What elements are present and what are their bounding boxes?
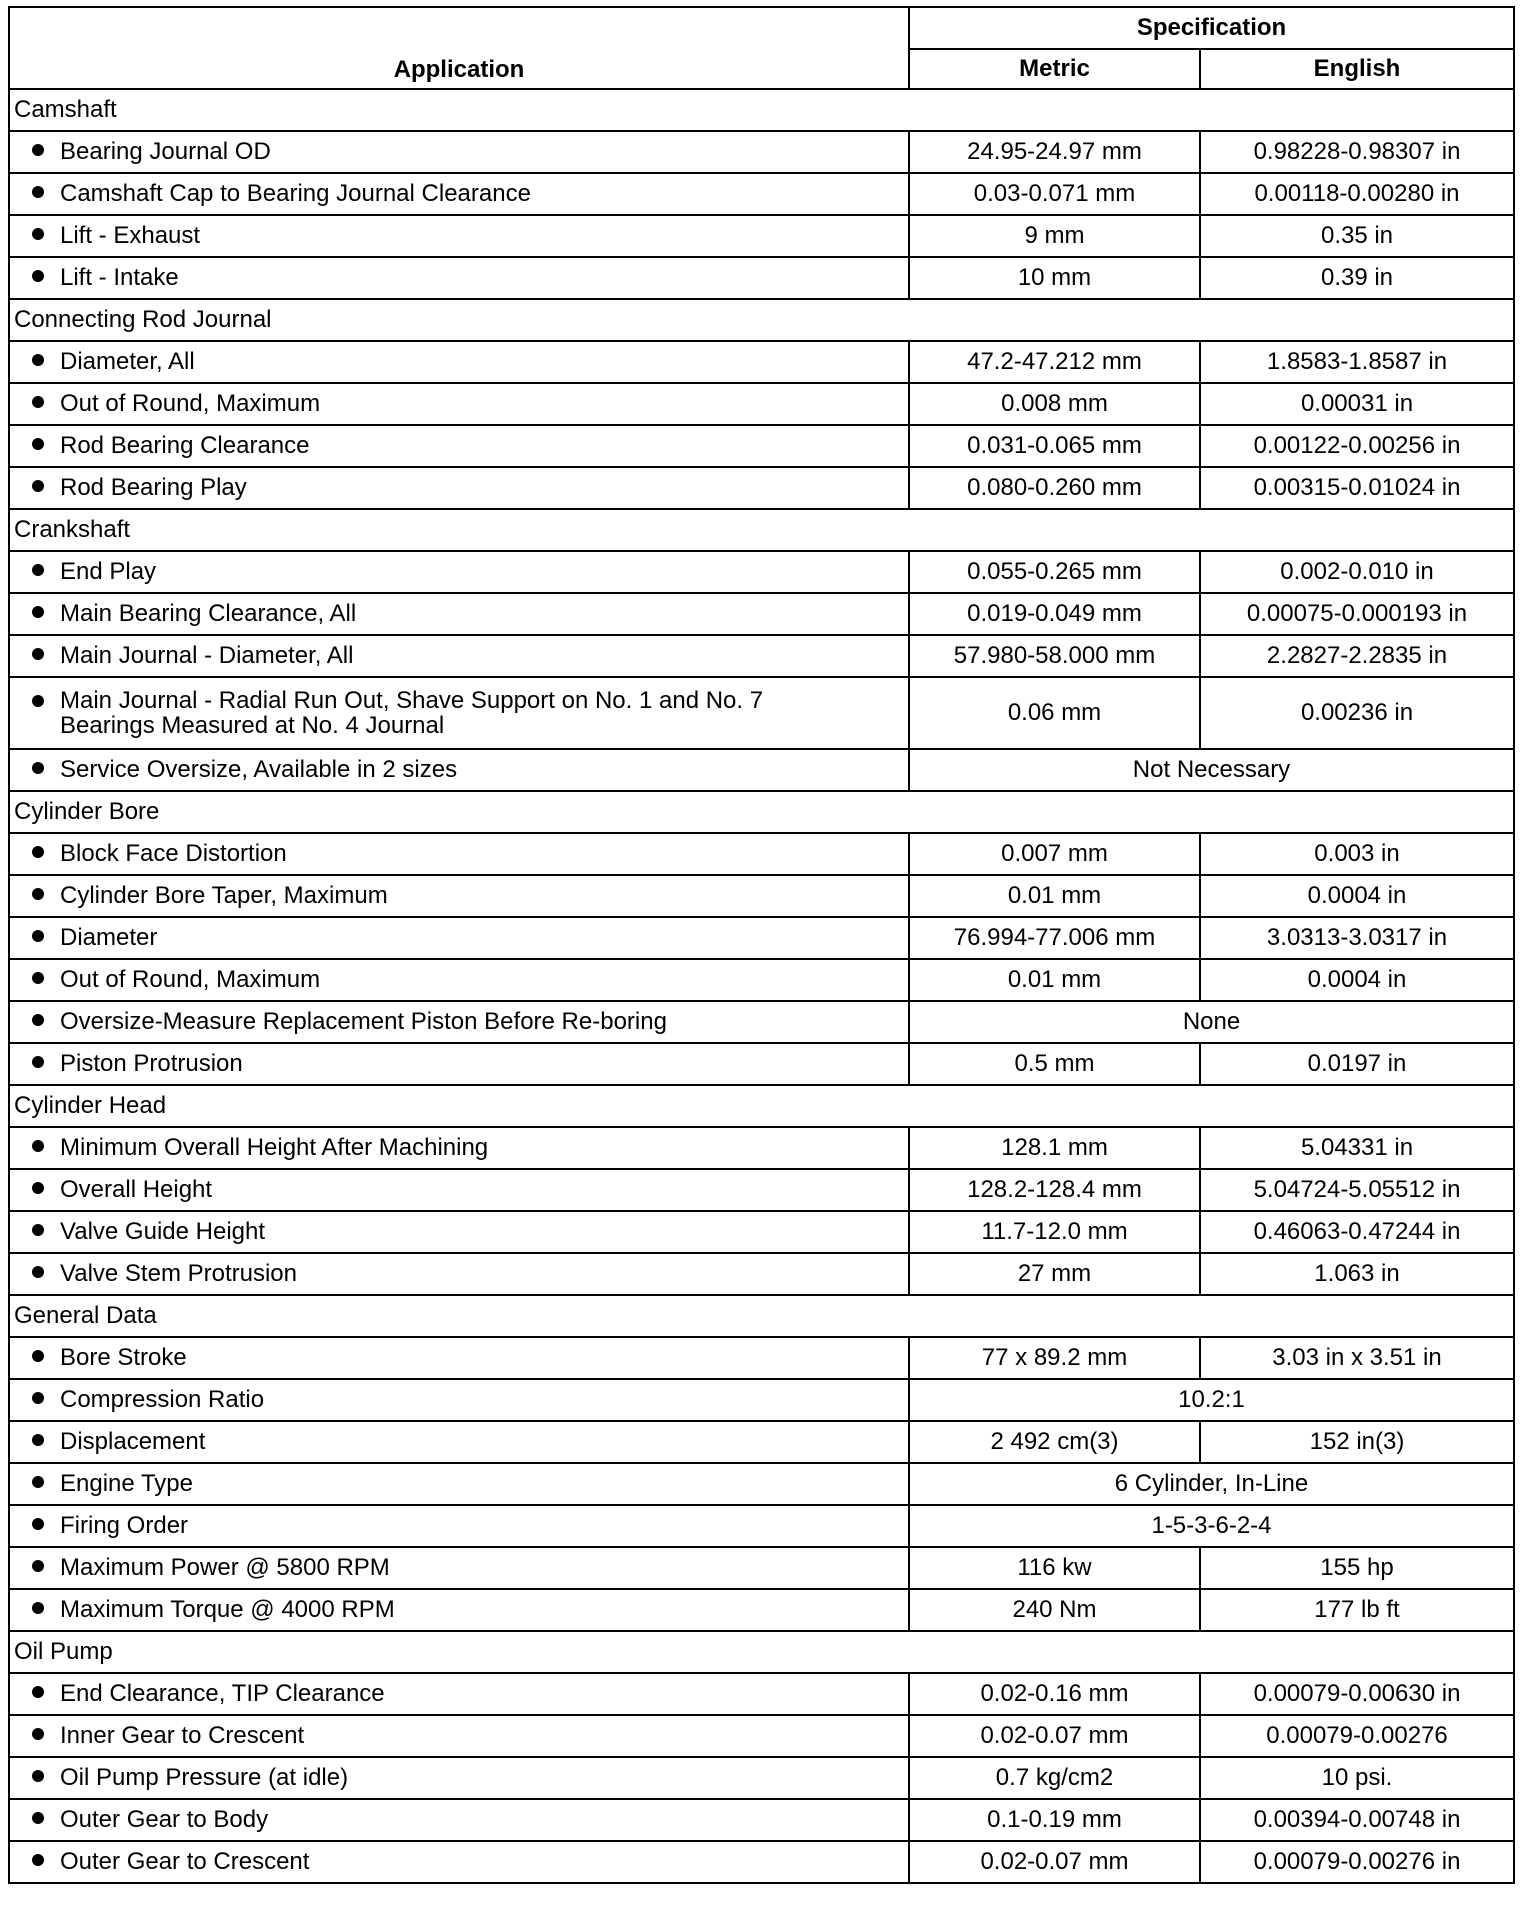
english-value: 177 lb ft (1200, 1589, 1514, 1631)
table-row (9, 749, 1514, 791)
metric-value: 2 492 cm(3) (909, 1421, 1200, 1463)
table-row (9, 1211, 1514, 1253)
application-cell (9, 1799, 909, 1841)
application-label: Diameter, All (60, 348, 195, 376)
application-label-wrap (32, 139, 908, 164)
application-label-wrap (32, 1261, 908, 1286)
application-label-wrap (32, 391, 908, 416)
application-cell (9, 467, 909, 509)
application-text (60, 1555, 390, 1580)
application-cell (9, 1673, 909, 1715)
application-label-wrap (32, 643, 908, 668)
metric-value: 0.055-0.265 mm (909, 551, 1200, 593)
english-value: 0.00236 in (1200, 677, 1514, 749)
application-text (60, 841, 287, 866)
application-text (60, 1219, 265, 1244)
application-cell (9, 383, 909, 425)
bullet-icon (32, 228, 44, 240)
table-row (9, 677, 1514, 749)
application-label-continued: Bearings Measured at No. 4 Journal (60, 712, 445, 739)
english-value: 0.46063-0.47244 in (1200, 1211, 1514, 1253)
application-text (60, 883, 388, 908)
application-label: Rod Bearing Play (60, 474, 247, 502)
application-text (60, 433, 309, 458)
bullet-icon (32, 1686, 44, 1698)
application-cell (9, 131, 909, 173)
english-value: 0.00079-0.00630 in (1200, 1673, 1514, 1715)
english-value: 10 psi. (1200, 1757, 1514, 1799)
section-title: Camshaft (9, 89, 1514, 131)
application-label: Lift - Intake (60, 264, 179, 292)
metric-value: 0.06 mm (909, 677, 1200, 749)
bullet-icon (32, 972, 44, 984)
table-row (9, 341, 1514, 383)
english-value: 3.03 in x 3.51 in (1200, 1337, 1514, 1379)
english-value: 0.00118-0.00280 in (1200, 173, 1514, 215)
english-value: 0.003 in (1200, 833, 1514, 875)
application-text (60, 688, 763, 738)
application-label-wrap (32, 1849, 908, 1874)
application-label: Overall Height (60, 1176, 213, 1204)
application-cell (9, 1379, 909, 1421)
bullet-icon (32, 438, 44, 450)
application-label-wrap (32, 181, 908, 206)
application-text (60, 1849, 309, 1874)
application-label: Service Oversize, Available in 2 sizes (60, 756, 458, 784)
table-row (9, 593, 1514, 635)
application-header: Application (9, 7, 909, 89)
application-label-wrap (32, 1597, 908, 1622)
metric-value: 76.994-77.006 mm (909, 917, 1200, 959)
application-text (60, 1513, 188, 1538)
bullet-icon (32, 648, 44, 660)
specification-header: Specification (909, 7, 1514, 49)
application-label-wrap (32, 1723, 908, 1748)
application-label-wrap (32, 925, 908, 950)
table-row (9, 833, 1514, 875)
application-label-wrap (32, 1135, 908, 1160)
application-label: Main Bearing Clearance, All (60, 600, 357, 628)
english-value: 0.0004 in (1200, 875, 1514, 917)
metric-value: 77 x 89.2 mm (909, 1337, 1200, 1379)
english-value: 3.0313-3.0317 in (1200, 917, 1514, 959)
table-row (9, 1715, 1514, 1757)
table-row (9, 1463, 1514, 1505)
table-row (9, 1043, 1514, 1085)
metric-header: Metric (909, 49, 1200, 89)
application-cell (9, 1463, 909, 1505)
table-row (9, 1421, 1514, 1463)
english-value: 0.00315-0.01024 in (1200, 467, 1514, 509)
application-label-wrap (32, 601, 908, 626)
application-cell (9, 1043, 909, 1085)
table-row (9, 1589, 1514, 1631)
application-label: Compression Ratio (60, 1386, 265, 1414)
table-row (9, 875, 1514, 917)
bullet-icon (32, 186, 44, 198)
application-cell (9, 1505, 909, 1547)
bullet-icon (32, 1392, 44, 1404)
metric-value: 9 mm (909, 215, 1200, 257)
application-label-wrap (32, 475, 908, 500)
combined-spec-cell: None (909, 1001, 1514, 1043)
table-row (9, 959, 1514, 1001)
application-label: Engine Type (60, 1470, 193, 1498)
table-row (9, 425, 1514, 467)
application-cell (9, 1715, 909, 1757)
table-row (9, 1001, 1514, 1043)
english-value: 5.04331 in (1200, 1127, 1514, 1169)
application-text (60, 349, 195, 374)
metric-value: 0.02-0.07 mm (909, 1841, 1200, 1883)
application-label: Firing Order (60, 1512, 189, 1540)
application-label-wrap (32, 1555, 908, 1580)
application-text (60, 1597, 395, 1622)
metric-value: 0.5 mm (909, 1043, 1200, 1085)
application-label-wrap (32, 841, 908, 866)
metric-value: 240 Nm (909, 1589, 1200, 1631)
application-cell (9, 257, 909, 299)
application-label: Main Journal - Diameter, All (60, 642, 354, 670)
table-row (9, 1127, 1514, 1169)
metric-value: 11.7-12.0 mm (909, 1211, 1200, 1253)
english-value: 0.0197 in (1200, 1043, 1514, 1085)
metric-value: 57.980-58.000 mm (909, 635, 1200, 677)
application-text (60, 559, 156, 584)
bullet-icon (32, 1770, 44, 1782)
bullet-icon (32, 564, 44, 576)
application-cell (9, 1589, 909, 1631)
application-label-wrap (32, 1765, 908, 1790)
application-label-wrap (32, 1177, 908, 1202)
application-label: Displacement (60, 1428, 206, 1456)
application-cell (9, 749, 909, 791)
application-text (60, 1387, 264, 1412)
application-text (60, 1471, 193, 1496)
application-text (60, 757, 457, 782)
application-label: Rod Bearing Clearance (60, 432, 310, 460)
table-row (9, 1337, 1514, 1379)
metric-value: 10 mm (909, 257, 1200, 299)
table-row (9, 551, 1514, 593)
metric-value: 128.1 mm (909, 1127, 1200, 1169)
application-label-wrap (32, 265, 908, 290)
application-cell (9, 551, 909, 593)
metric-value: 0.031-0.065 mm (909, 425, 1200, 467)
metric-value: 0.02-0.07 mm (909, 1715, 1200, 1757)
section-title: Connecting Rod Journal (9, 299, 1514, 341)
bullet-icon (32, 1476, 44, 1488)
metric-value: 0.1-0.19 mm (909, 1799, 1200, 1841)
application-label: Outer Gear to Body (60, 1806, 269, 1834)
application-label-wrap (32, 1387, 908, 1412)
application-label-wrap (32, 883, 908, 908)
combined-spec-cell: Not Necessary (909, 749, 1514, 791)
application-label: Valve Guide Height (60, 1218, 266, 1246)
bullet-icon (32, 1434, 44, 1446)
application-label-wrap (32, 223, 908, 248)
section-row (9, 791, 1514, 833)
english-value: 0.00031 in (1200, 383, 1514, 425)
section-title: General Data (9, 1295, 1514, 1337)
application-label-wrap (32, 1219, 908, 1244)
table-row (9, 257, 1514, 299)
bullet-icon (32, 1140, 44, 1152)
section-row (9, 1085, 1514, 1127)
english-value: 152 in(3) (1200, 1421, 1514, 1463)
application-label-wrap (32, 1681, 908, 1706)
application-cell (9, 1253, 909, 1295)
section-row (9, 1295, 1514, 1337)
bullet-icon (32, 1560, 44, 1572)
application-label: Camshaft Cap to Bearing Journal Clearance (60, 180, 531, 208)
specification-table (8, 6, 1515, 1884)
application-label-wrap (32, 757, 908, 782)
metric-value: 0.02-0.16 mm (909, 1673, 1200, 1715)
metric-value: 0.019-0.049 mm (909, 593, 1200, 635)
application-label: End Play (60, 558, 157, 586)
english-value: 1.8583-1.8587 in (1200, 341, 1514, 383)
specification-body (9, 89, 1514, 1883)
bullet-icon (32, 606, 44, 618)
application-label: Outer Gear to Crescent (60, 1848, 310, 1876)
bullet-icon (32, 930, 44, 942)
application-label: Valve Stem Protrusion (60, 1260, 297, 1288)
table-row (9, 215, 1514, 257)
english-value: 0.002-0.010 in (1200, 551, 1514, 593)
combined-spec-cell: 6 Cylinder, In-Line (909, 1463, 1514, 1505)
metric-value: 116 kw (909, 1547, 1200, 1589)
application-label-wrap (32, 1513, 908, 1538)
application-label-wrap (32, 1345, 908, 1370)
english-header: English (1200, 49, 1514, 89)
metric-value: 24.95-24.97 mm (909, 131, 1200, 173)
bullet-icon (32, 144, 44, 156)
bullet-icon (32, 270, 44, 282)
table-row (9, 1673, 1514, 1715)
application-cell (9, 1337, 909, 1379)
english-value: 0.98228-0.98307 in (1200, 131, 1514, 173)
application-text (60, 181, 531, 206)
application-cell (9, 1169, 909, 1211)
application-cell (9, 341, 909, 383)
bullet-icon (32, 695, 44, 707)
english-value: 0.00075-0.000193 in (1200, 593, 1514, 635)
bullet-icon (32, 846, 44, 858)
table-row (9, 1841, 1514, 1883)
bullet-icon (32, 1056, 44, 1068)
application-label: Bore Stroke (60, 1344, 187, 1372)
english-value: 155 hp (1200, 1547, 1514, 1589)
bullet-icon (32, 480, 44, 492)
bullet-icon (32, 354, 44, 366)
application-text (60, 1177, 212, 1202)
application-cell (9, 593, 909, 635)
application-label-wrap (32, 433, 908, 458)
bullet-icon (32, 1728, 44, 1740)
metric-value: 0.03-0.071 mm (909, 173, 1200, 215)
bullet-icon (32, 1014, 44, 1026)
application-cell (9, 959, 909, 1001)
english-value: 1.063 in (1200, 1253, 1514, 1295)
section-title: Cylinder Bore (9, 791, 1514, 833)
application-cell (9, 833, 909, 875)
table-row (9, 1547, 1514, 1589)
bullet-icon (32, 1350, 44, 1362)
application-label-wrap (32, 1429, 908, 1454)
application-text (60, 1009, 667, 1034)
bullet-icon (32, 396, 44, 408)
application-label: Lift - Exhaust (60, 222, 201, 250)
metric-value: 128.2-128.4 mm (909, 1169, 1200, 1211)
application-label: End Clearance, TIP Clearance (60, 1680, 385, 1708)
application-cell (9, 1757, 909, 1799)
application-text (60, 265, 179, 290)
table-row (9, 467, 1514, 509)
table-row (9, 1505, 1514, 1547)
application-label: Cylinder Bore Taper, Maximum (60, 882, 388, 910)
application-cell (9, 1421, 909, 1463)
application-label: Piston Protrusion (60, 1050, 243, 1078)
application-cell (9, 635, 909, 677)
application-label-wrap (32, 559, 908, 584)
table-row (9, 1379, 1514, 1421)
application-cell (9, 1001, 909, 1043)
application-text (60, 643, 353, 668)
english-value: 0.39 in (1200, 257, 1514, 299)
section-row (9, 509, 1514, 551)
application-label: Block Face Distortion (60, 840, 287, 868)
bullet-icon (32, 762, 44, 774)
section-title: Oil Pump (9, 1631, 1514, 1673)
application-cell (9, 215, 909, 257)
application-label: Maximum Power @ 5800 RPM (60, 1554, 390, 1582)
application-text (60, 967, 320, 992)
application-cell (9, 173, 909, 215)
combined-spec-cell: 1-5-3-6-2-4 (909, 1505, 1514, 1547)
english-value: 5.04724-5.05512 in (1200, 1169, 1514, 1211)
application-text (60, 1051, 243, 1076)
metric-value: 47.2-47.212 mm (909, 341, 1200, 383)
bullet-icon (32, 1224, 44, 1236)
bullet-icon (32, 1182, 44, 1194)
table-row (9, 917, 1514, 959)
metric-value: 0.080-0.260 mm (909, 467, 1200, 509)
table-row (9, 383, 1514, 425)
application-text (60, 223, 200, 248)
english-value: 0.00079-0.00276 in (1200, 1841, 1514, 1883)
application-label-wrap (32, 688, 908, 738)
application-label-wrap (32, 1051, 908, 1076)
application-cell (9, 677, 909, 749)
metric-value: 0.01 mm (909, 959, 1200, 1001)
application-label-wrap (32, 1471, 908, 1496)
application-label-wrap (32, 967, 908, 992)
application-text (60, 139, 271, 164)
metric-value: 0.008 mm (909, 383, 1200, 425)
table-row (9, 131, 1514, 173)
english-value: 0.0004 in (1200, 959, 1514, 1001)
application-label: Maximum Torque @ 4000 RPM (60, 1596, 395, 1624)
application-text (60, 1807, 268, 1832)
application-cell (9, 875, 909, 917)
section-title: Crankshaft (9, 509, 1514, 551)
application-label: Out of Round, Maximum (60, 966, 321, 994)
application-cell (9, 1211, 909, 1253)
table-row (9, 173, 1514, 215)
application-label: Inner Gear to Crescent (60, 1722, 305, 1750)
application-text (60, 1681, 385, 1706)
section-row (9, 1631, 1514, 1673)
bullet-icon (32, 1518, 44, 1530)
application-label: Main Journal - Radial Run Out, Shave Support on No. 1 and No. 7 (60, 686, 764, 714)
application-label: Oil Pump Pressure (at idle) (60, 1764, 349, 1792)
table-row (9, 1169, 1514, 1211)
application-text (60, 1765, 348, 1790)
application-text (60, 391, 320, 416)
application-text (60, 1345, 187, 1370)
application-text (60, 601, 356, 626)
english-value: 0.00079-0.00276 (1200, 1715, 1514, 1757)
application-label: Minimum Overall Height After Machining (60, 1134, 489, 1162)
application-text (60, 475, 247, 500)
application-label: Oversize-Measure Replacement Piston Before Re-boring (60, 1008, 667, 1036)
section-row (9, 89, 1514, 131)
bullet-icon (32, 1266, 44, 1278)
application-cell (9, 1547, 909, 1589)
table-row (9, 1253, 1514, 1295)
application-label: Out of Round, Maximum (60, 390, 321, 418)
application-label: Bearing Journal OD (60, 138, 271, 166)
table-row (9, 1799, 1514, 1841)
metric-value: 27 mm (909, 1253, 1200, 1295)
bullet-icon (32, 888, 44, 900)
metric-value: 0.01 mm (909, 875, 1200, 917)
application-label-wrap (32, 349, 908, 374)
application-cell (9, 1841, 909, 1883)
english-value: 0.35 in (1200, 215, 1514, 257)
application-text (60, 1261, 297, 1286)
combined-spec-cell: 10.2:1 (909, 1379, 1514, 1421)
application-label-wrap (32, 1009, 908, 1034)
table-row (9, 1757, 1514, 1799)
application-cell (9, 425, 909, 467)
section-title: Cylinder Head (9, 1085, 1514, 1127)
application-text (60, 925, 157, 950)
application-cell (9, 917, 909, 959)
english-value: 2.2827-2.2835 in (1200, 635, 1514, 677)
bullet-icon (32, 1854, 44, 1866)
table-row (9, 635, 1514, 677)
bullet-icon (32, 1602, 44, 1614)
application-text (60, 1429, 205, 1454)
application-text (60, 1723, 304, 1748)
application-text (60, 1135, 488, 1160)
metric-value: 0.7 kg/cm2 (909, 1757, 1200, 1799)
application-label-wrap (32, 1807, 908, 1832)
application-label: Diameter (60, 924, 158, 952)
application-cell (9, 1127, 909, 1169)
metric-value: 0.007 mm (909, 833, 1200, 875)
english-value: 0.00122-0.00256 in (1200, 425, 1514, 467)
bullet-icon (32, 1812, 44, 1824)
section-row (9, 299, 1514, 341)
english-value: 0.00394-0.00748 in (1200, 1799, 1514, 1841)
